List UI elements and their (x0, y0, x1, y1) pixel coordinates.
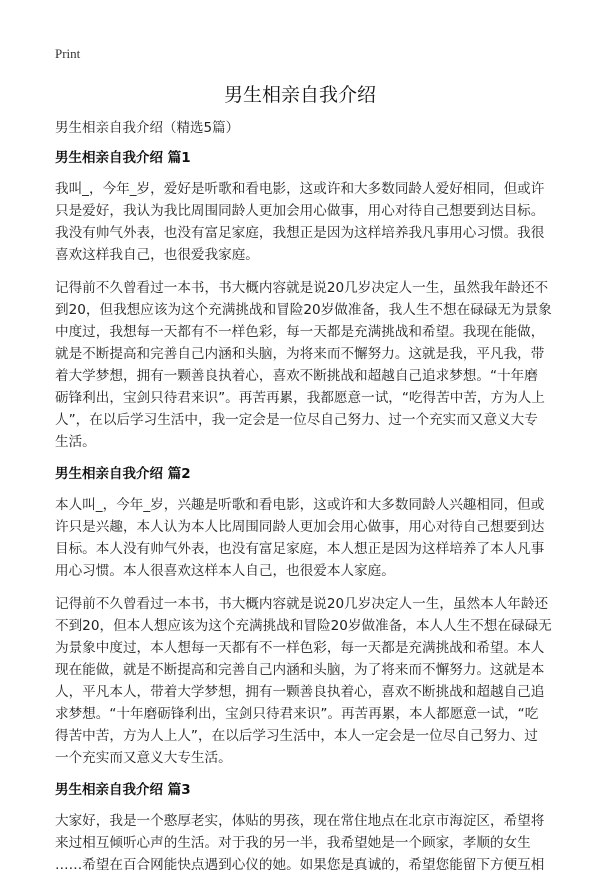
text-line: 大家好，我是一个憨厚老实，体贴的男孩，现在常住地点在北京市海淀区，希望将 (55, 813, 545, 829)
text-line: 目标。本人没有帅气外表，也没有富足家庭，本人想正是因为这样培养了本人凡事 (55, 541, 545, 557)
text-line: 用心习惯。本人很喜欢这样本人自己，也很爱本人家庭。 (55, 563, 395, 579)
text-line: 中度过，我想每一天都有不一样色彩，每一天都是充满挑战和希望。我现在能做， (55, 324, 545, 340)
text-line: 一个充实而又意义大专生活。 (55, 750, 232, 766)
text-line: 不到20，但本人想应该为这个充满挑战和冒险20岁做准备，本人人生不想在碌碌无 (55, 618, 552, 634)
document-body (55, 118, 555, 887)
paragraph (55, 277, 555, 453)
text-line: 砺锋利出，宝剑只待君来识”。再苦再累，我都愿意一试，“吃得苦中苦，方为人上 (55, 390, 545, 406)
page-title: 男生相亲自我介绍 (223, 84, 376, 106)
sections (55, 148, 555, 876)
text-line: 现在能做，就是不断提高和完善自己内涵和头脑，为了将来而不懈努力。这就是本 (55, 662, 545, 678)
text-line: 记得前不久曾看过一本书，书大概内容就是说20几岁决定人一生，虽然本人年龄还 (55, 596, 549, 612)
text-line: 着大学梦想，拥有一颗善良执着心，喜欢不断挑战和超越自己追求梦想。“十年磨 (55, 368, 538, 384)
article-section (55, 780, 555, 876)
article-section (55, 464, 555, 769)
text-line: 就是不断提高和完善自己内涵和头脑，为将来而不懈努力。这就是我，平凡我，带 (55, 346, 545, 362)
text-line: 记得前不久曾看过一本书，书大概内容就是说20几岁决定人一生，虽然我年龄还不 (55, 280, 549, 296)
text-line: 到20，但我想应该为这个充满挑战和冒险20岁做准备，我人生不想在碌碌无为景象 (55, 302, 552, 318)
article-section (55, 148, 555, 453)
section-heading: 男生相亲自我介绍 篇1 (55, 150, 191, 166)
text-line: 人，平凡本人，带着大学梦想，拥有一颗善良执着心，喜欢不断挑战和超越自己追 (55, 684, 545, 700)
paragraph (55, 593, 555, 769)
text-line: 人”，在以后学习生活中，我一定会是一位尽自己努力、过一个充实而又意义大专 (55, 412, 538, 428)
text-line: 我叫_，今年_岁，爱好是听歌和看电影，这或许和大多数同龄人爱好相同，但或许 (55, 181, 545, 197)
text-line: 本人叫_，今年_岁，兴趣是听歌和看电影，这或许和大多数同龄人兴趣相同，但或 (55, 497, 545, 513)
text-line: 来过相互倾听心声的生活。对于我的另一半，我希望她是一个顾家，孝顺的女生 (55, 835, 531, 851)
paragraph (55, 178, 555, 266)
document-subtitle: 男生相亲自我介绍（精选5篇） (55, 120, 240, 136)
text-line: 得苦中苦，方为人上人”，在以后学习生活中，本人一定会是一位尽自己努力、过 (55, 728, 538, 744)
paragraph (55, 810, 555, 876)
text-line: 我没有帅气外表，也没有富足家庭，我想正是因为这样培养我凡事用心习惯。我很 (55, 225, 545, 241)
text-line: 生活。 (55, 434, 96, 450)
text-line: 许只是兴趣，本人认为本人比周围同龄人更加会用心做事，用心对待自己想要到达 (55, 519, 545, 535)
text-line: ……希望在百合网能快点遇到心仪的她。如果您是真诚的，希望您能留下方便互相 (55, 857, 545, 873)
section-heading: 男生相亲自我介绍 篇2 (55, 466, 191, 482)
print-link[interactable]: Print (55, 46, 81, 61)
text-line: 喜欢这样我自己，也很爱我家庭。 (55, 247, 259, 263)
text-line: 求梦想。“十年磨砺锋利出，宝剑只待君来识”。再苦再累，本人都愿意一试，“吃 (55, 706, 539, 722)
text-line: 只是爱好，我认为我比周围同龄人更加会用心做事，用心对待自己想要到达目标。 (55, 203, 545, 219)
section-heading: 男生相亲自我介绍 篇3 (55, 782, 191, 798)
paragraph (55, 494, 555, 582)
text-line: 为景象中度过，本人想每一天都有不一样色彩，每一天都是充满挑战和希望。本人 (55, 640, 545, 656)
